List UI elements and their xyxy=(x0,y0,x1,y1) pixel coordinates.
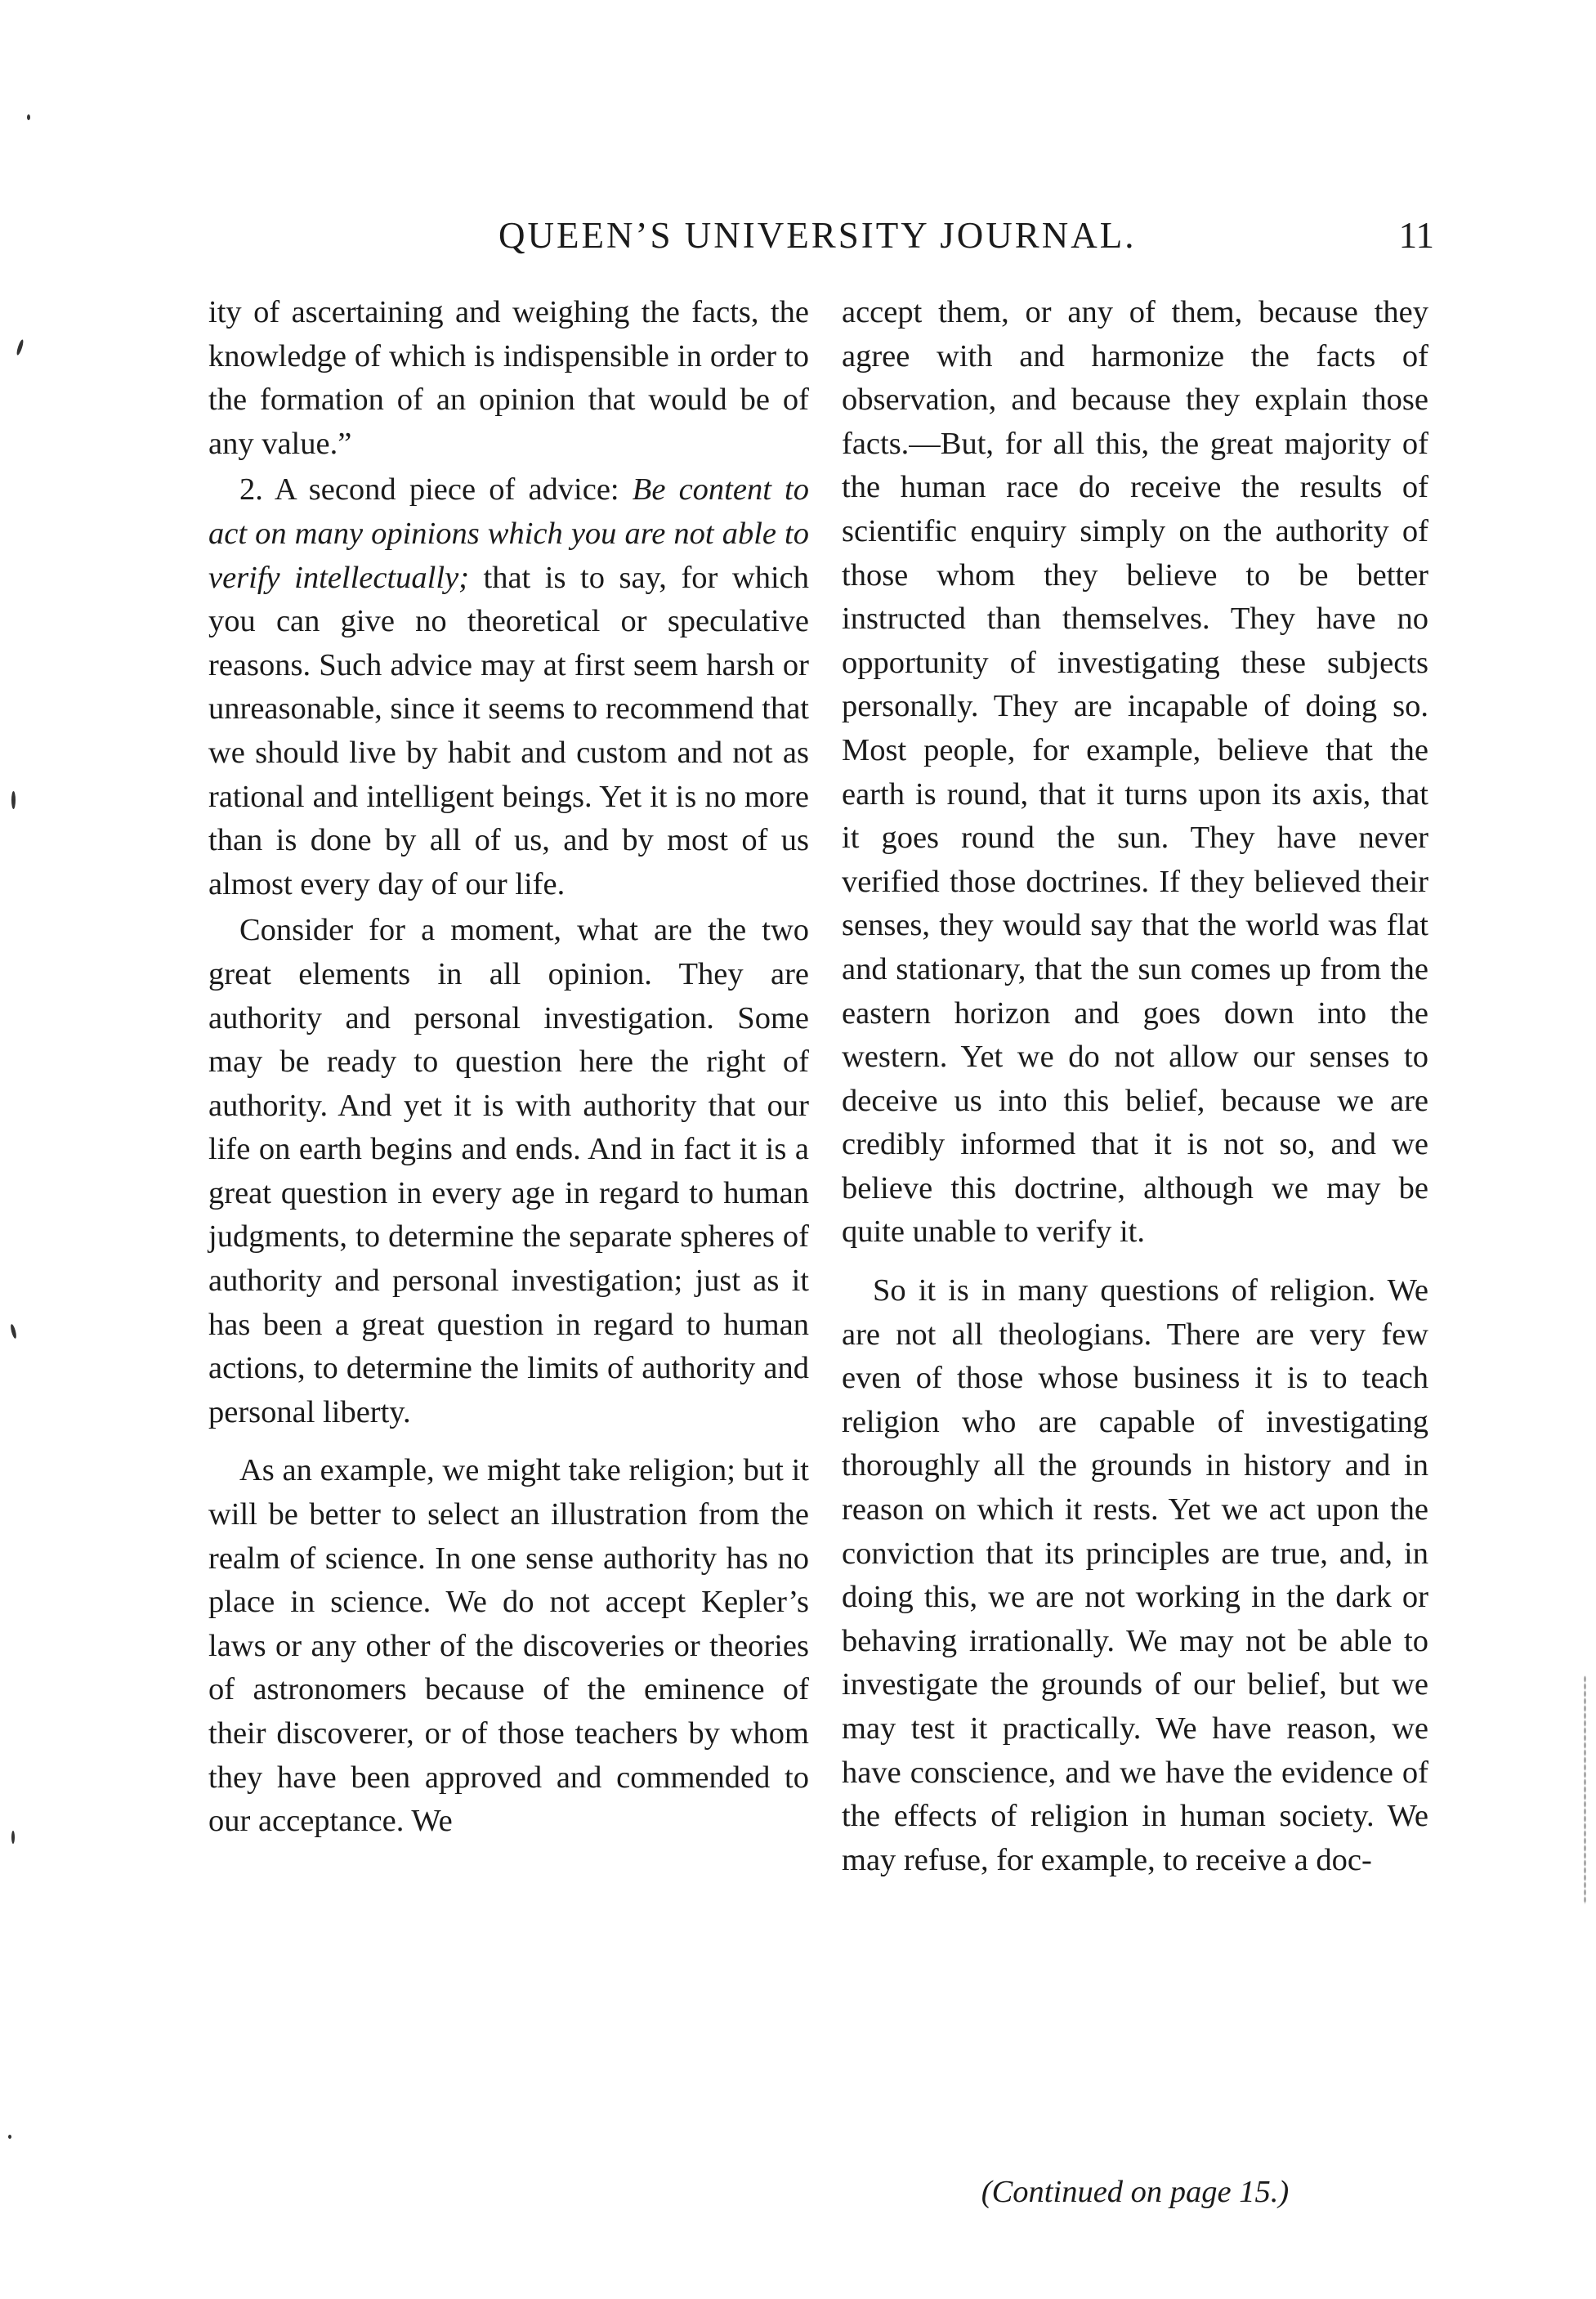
paragraph xyxy=(842,1269,1428,1882)
scan-speck xyxy=(10,1324,17,1340)
left-column xyxy=(208,291,809,1844)
page-number: 11 xyxy=(1398,215,1434,256)
running-title: QUEEN’S UNIVERSITY JOURNAL. xyxy=(498,215,1137,256)
paragraph-text: So it is in many questions of religion. We are not all theologians. There are very few even of those whose business it is to teach religion who are capable of investigating thoroughly all the grounds in history and in reason on which it rests. Yet we act upon the conviction that its principles are true, and, in doing this, we are not working in the dark or behaving irrationally. We may not be able to investigate the grounds of our belief, but we may test it practically. We have reason, we have conscience, and we have the evidence of the effects of religion in human society. We may refuse, for example, to receive a doc- xyxy=(842,1273,1428,1877)
paragraph xyxy=(208,468,809,906)
paragraph-text: ity of ascertaining and weighing the facts, the knowledge of which is indispensible in order to the formation of an opinion that would be of any value.” xyxy=(208,295,809,461)
scan-speck xyxy=(11,1831,15,1844)
paragraph xyxy=(208,909,809,1434)
scan-speck xyxy=(16,339,25,356)
scan-speck xyxy=(11,791,16,809)
paragraph-text: accept them, or any of them, because they agree with and harmonize the facts of observation, and because they explain those facts.—But, for all this, the great majority of the human race do receive the results of scientific enquiry simply on the authority of those whom they believe to be better instructed than themselves. They have no opportunity of investigating these subjects personally. They are incapable of doing so. Most people, for example, believe that the earth is round, that it turns upon its axis, that it goes round the sun. They have never verified those doctrines. If they believed their senses, they would say that the world was flat and stationary, that the sun comes up from the eastern horizon and goes down into the western. Yet we do not allow our senses to deceive us into this belief, because we are credibly informed that it is not so, and we believe this doctrine, although we may be quite unable to verify it. xyxy=(842,295,1428,1250)
scan-speck xyxy=(8,2135,11,2139)
scan-speck xyxy=(27,114,30,120)
scan-dots xyxy=(1584,1675,1586,1904)
italic-text: Be content to act on many opinions which you are not able to verify intellectually; xyxy=(208,472,810,595)
paragraph-text: As an example, we might take religion; but it will be better to select an illustration from the realm of science. In one sense authority has no place in science. We do not accept Kepler’s laws or any other of the discoveries or theories of astronomers because of the eminence of their discoverer, or of those teachers by whom they have been approved and commended to our acceptance. We xyxy=(208,1453,809,1839)
continued-note: (Continued on page 15.) xyxy=(981,2175,1290,2209)
paragraph xyxy=(208,291,809,466)
right-column xyxy=(842,291,1428,1882)
paragraph xyxy=(842,291,1428,1255)
paragraph-text: Consider for a moment, what are the two great elements in all opinion. They are authority and personal investigation. Some may be ready to question here the right of authority. And yet it is with authority that our life on earth begins and ends. And in fact it is a great question in every age in regard to human judgments, to determine the separate spheres of authority and personal investigation; just as it has been a great question in regard to human actions, to determine the limits of authority and personal liberty. xyxy=(208,913,809,1429)
paragraph xyxy=(208,1449,809,1843)
paragraph-text: 2. A second piece of advice: xyxy=(239,472,633,508)
paragraph-text: that is to say, for which you can give no theoretical or speculative reasons. Such advice may at first seem harsh or unreasonable, since it seems to recommend that we should live by habit and custom and not as rational and intelligent beings. Yet it is no more than is done by all of us, and by most of us almost every day of our life. xyxy=(208,560,809,901)
page-header xyxy=(208,214,1434,263)
